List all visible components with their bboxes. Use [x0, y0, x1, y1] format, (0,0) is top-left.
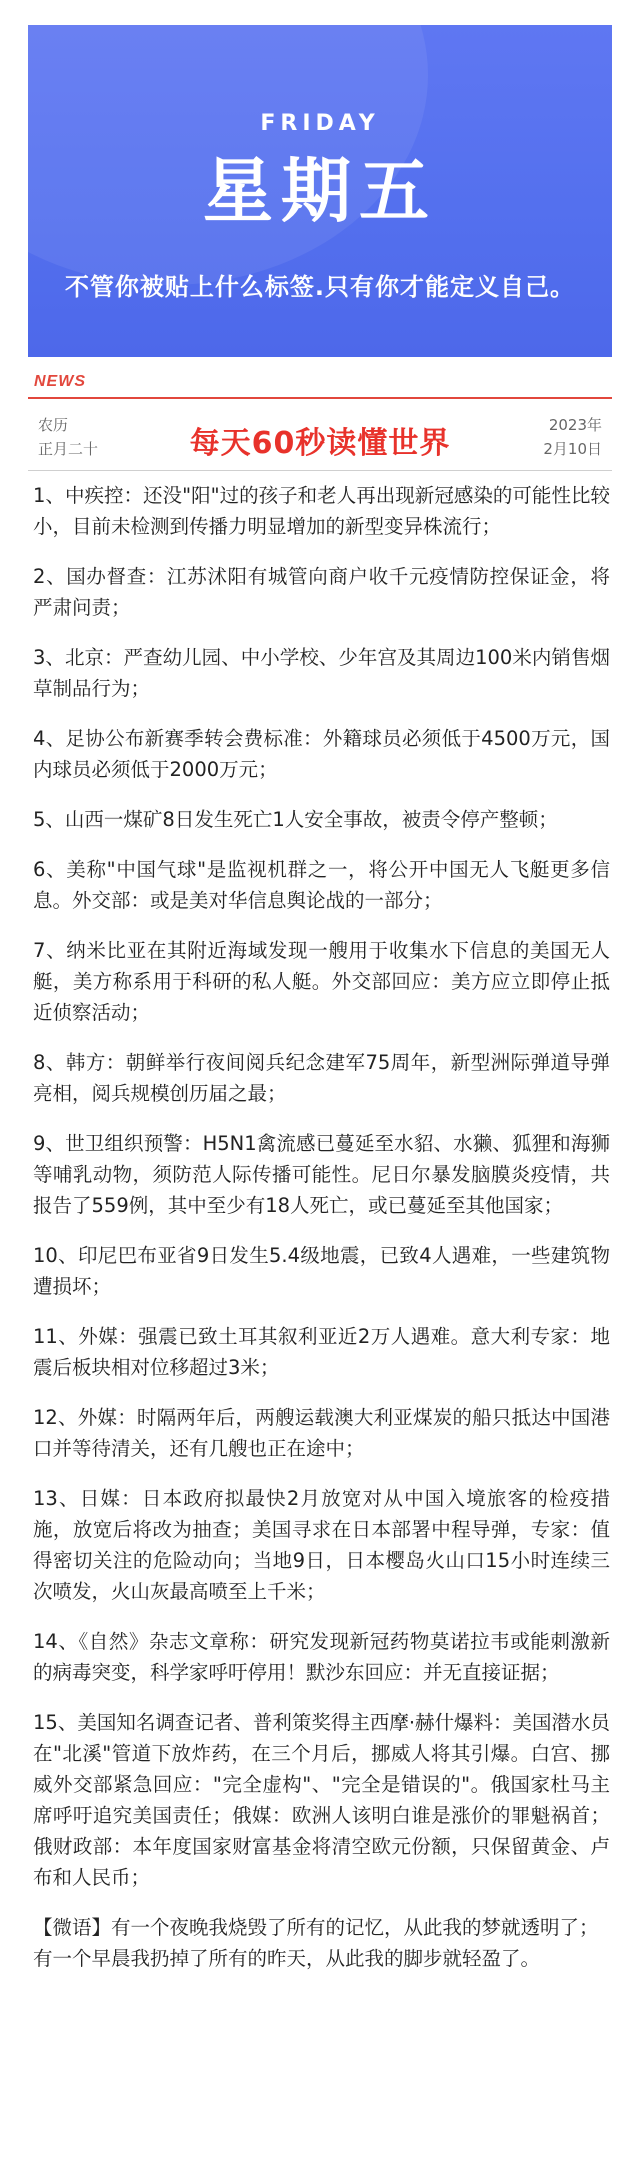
weekday-banner [28, 25, 612, 357]
lunar-day: 正月二十 [38, 440, 99, 458]
news-item: 14、《自然》杂志文章称：研究发现新冠药物莫诺拉韦或能刺激新的病毒突变，科学家呼吁停用！默沙东回应：并无直接证据； [33, 1630, 610, 1684]
news-item: 6、美称"中国气球"是监视机群之一，将公开中国无人飞艇更多信息。外交部：或是美对华信息舆论战的一部分； [33, 858, 610, 912]
news-item: 10、印尼巴布亚省9日发生5.4级地震，已致4人遇难，一些建筑物遭损坏； [33, 1244, 610, 1298]
news-item: 12、外媒：时隔两年后，两艘运载澳大利亚煤炭的船只抵达中国港口并等待清关，还有几艘也正在途中； [33, 1406, 610, 1460]
date-month-day: 2月10日 [543, 440, 602, 458]
weekday-chinese: 星期五 [203, 150, 437, 232]
gregorian-date [543, 413, 602, 461]
lunar-label: 农历 [38, 416, 69, 434]
news-tag: NEWS [34, 373, 86, 390]
closing-quote: 【微语】有一个夜晚我烧毁了所有的记忆，从此我的梦就透明了；有一个早晨我扔掉了所有的昨天，从此我的脚步就轻盈了。 [33, 1916, 599, 1970]
news-item: 9、世卫组织预警：H5N1禽流感已蔓延至水貂、水獭、狐狸和海狮等哺乳动物，须防范人际传播可能性。尼日尔暴发脑膜炎疫情，共报告了559例，其中至少有18人死亡，或已蔓延至其他国家； [33, 1132, 610, 1217]
news-item: 5、山西一煤矿8日发生死亡1人安全事故，被责令停产整顿； [33, 808, 558, 831]
news-item: 4、足协公布新赛季转会费标准：外籍球员必须低于4500万元，国内球员必须低于2000万元； [33, 727, 610, 781]
headline-title: 每天60秒读懂世界 [189, 426, 451, 461]
news-item: 8、韩方：朝鲜举行夜间阅兵纪念建军75周年，新型洲际弹道导弹亮相，阅兵规模创历届之最； [33, 1051, 610, 1105]
news-item: 11、外媒：强震已致土耳其叙利亚近2万人遇难。意大利专家：地震后板块相对位移超过3米； [33, 1325, 610, 1379]
grey-divider [28, 470, 612, 471]
news-item: 15、美国知名调查记者、普利策奖得主西摩·赫什爆料：美国潜水员在"北溪"管道下放炸药，在三个月后，挪威人将其引爆。白宫、挪威外交部紧急回应："完全虚构"、"完全是错误的"。俄国家杜马主席呼吁追究美国责任；俄媒：欧洲人该明白谁是涨价的罪魁祸首；俄财政部：本年度国家财富基金将清空欧元份额，只保留黄金、卢布和人民币； [33, 1711, 611, 1889]
date-year: 2023年 [548, 416, 602, 434]
news-item: 3、北京：严查幼儿园、中小学校、少年宫及其周边100米内销售烟草制品行为； [33, 646, 610, 700]
news-item: 7、纳米比亚在其附近海域发现一艘用于收集水下信息的美国无人艇，美方称系用于科研的私人艇。外交部回应：美方应立即停止抵近侦察活动； [33, 939, 610, 1024]
news-item: 1、中疾控：还没"阳"过的孩子和老人再出现新冠感染的可能性比较小，目前未检测到传播力明显增加的新型变异株流行； [33, 484, 610, 538]
weekday-english: FRIDAY [260, 111, 380, 136]
red-divider [28, 397, 612, 399]
banner-motto: 不管你被贴上什么标签.只有你才能定义自己。 [64, 273, 576, 301]
news-list [33, 480, 610, 1994]
news-item: 2、国办督查：江苏沭阳有城管向商户收千元疫情防控保证金，将严肃问责； [33, 565, 610, 619]
news-item: 13、日媒：日本政府拟最快2月放宽对从中国入境旅客的检疫措施，放宽后将改为抽查；美国寻求在日本部署中程导弹，专家：值得密切关注的危险动向；当地9日，日本樱岛火山口15小时连续三次喷发，火山灰最高喷至上千米； [33, 1487, 610, 1603]
